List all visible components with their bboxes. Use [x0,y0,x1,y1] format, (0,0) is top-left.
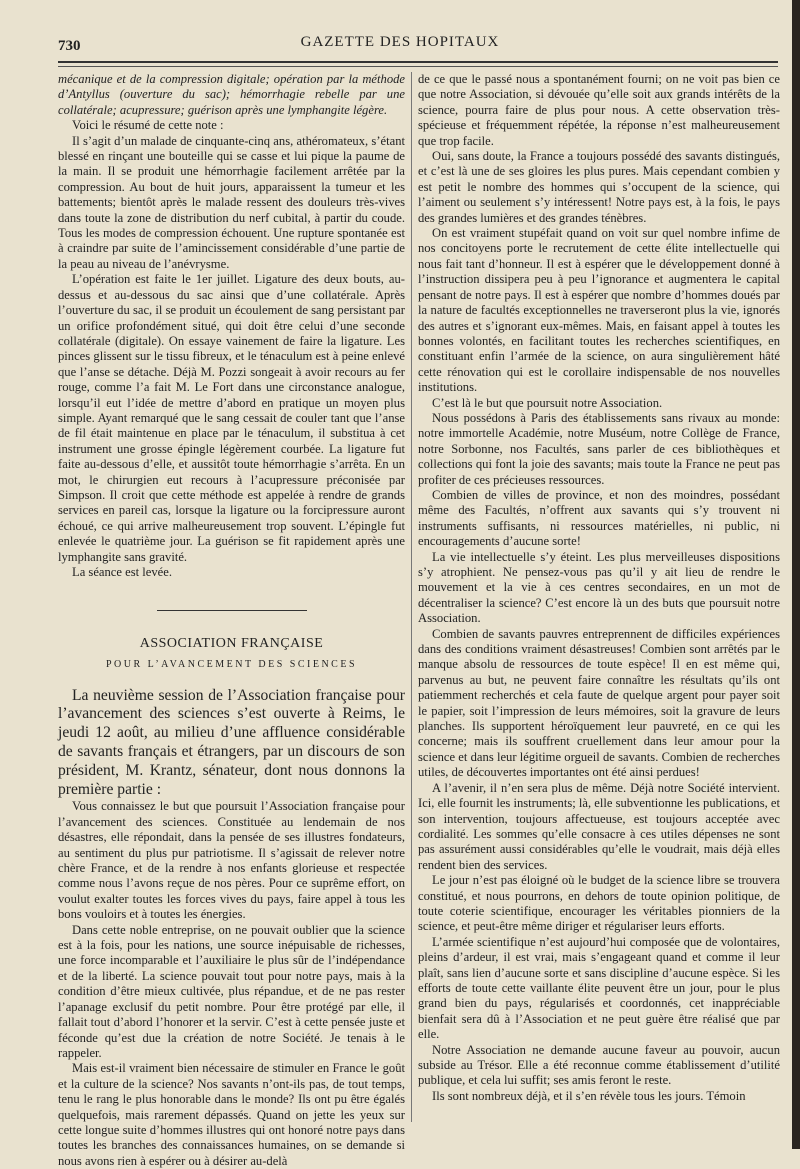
paragraph: Le jour n’est pas éloigné où le budget de la science libre se trouvera constitué, et nous pourrons, en dehors de toute opinion politique, de toute coterie scientifique, encourager les véritables pionniers de la science, et peut-être même diriger et régulariser leurs efforts. [418,873,780,934]
section-separator [58,602,405,617]
paragraph: Dans cette noble entreprise, on ne pouvait oublier que la science est à la fois, pour les nations, une source inépuisable de richesses, une force incomparable et l’auxiliaire le plus sûr de l’indépendance et de la liberté. La science pouvait tout pour notre pays, mais à la condition d’être mieux cultivée, plus répandue, et de ne pas rester l’apanage exclusif du petit nombre. Pour être protégé par elle, il fallait tout d’abord l’honorer et la servir. C’est à cette pensée juste et féconde qu’est due la création de notre Société. Je tenais à le rappeler. [58,922,405,1060]
header-rule-thin [58,66,778,67]
paragraph: Notre Association ne demande aucune faveur au pouvoir, aucun subside au Trésor. Elle a été reconnue comme établissement d’utilité publique, et cela lui suffit; ses amis feront le reste. [418,1042,780,1088]
left-column [58,72,405,1169]
lead-paragraph: La neuvième session de l’Association française pour l’avancement des sciences s’est ouverte à Reims, le jeudi 12 août, au milieu d’une affluence considérable de savants français et étrangers, par un discours de son président, M. Krantz, sénateur, dont nous donnons la première partie : [58,686,405,798]
paragraph: Nous possédons à Paris des établissements sans rivaux au monde: notre immortelle Académie, notre Muséum, notre Collège de France, notre Sorbonne, nos Facultés, sans parler de ces bibliothèques et collections qui font la joie des savants; mais toute la France ne peut pas profiter de ces précieuses ressources. [418,410,780,487]
paragraph: Vous connaissez le but que poursuit l’Association française pour l’avancement des sciences. Constituée au lendemain de nos désastres, elle répondait, dans la pensée de ses illustres fondateurs, au sentiment du plus pur patriotisme. Il s’agissait de relever notre chère France, et de la rendre à nos enfants glorieuse et respectée comme nous l’avons reçue de nos pères. Pour ce suprême effort, on voulut exalter toutes les forces vives du pays, faire appel à tous les bons vouloirs et à toutes les énergies. [58,799,405,922]
paragraph: Mais est-il vraiment bien nécessaire de stimuler en France le goût et la culture de la science? Nos savants n’ont-ils pas, de tout temps, tenu le rang le plus honorable dans le monde? Ils ont pu être égalés quelquefois, mais rarement dépassés. Quand on jette les yeux sur cette longue suite d’hommes illustres qui ont honoré notre pays dans toutes les branches des connaissances humaines, on se demande si nous avons rien à espérer ou à désirer au-delà [58,1061,405,1168]
case-summary-heading: mécanique et de la compression digitale; opération par la méthode d’Antyllus (ouverture du sac); hémorrhagie rebelle par une collatérale; acupressure; guérison après une lymphangite légère. [58,72,405,117]
section-subtitle: POUR L’AVANCEMENT DES SCIENCES [105,659,358,671]
paragraph: On est vraiment stupéfait quand on voit sur quel nombre infime de nos concitoyens porte le recrutement de cette élite intellectuelle qui nous fait tant d’honneur. Il est à espérer que le développement donné à l’instruction dissipera peu à peu l’ignorance et augmentera le capital pensant de notre pays. Il est à espérer que nombre d’hommes doués par la nature de facultés exceptionnelles ne traverseront plus la vie, ignorés des autres et s’ignorant eux-mêmes. Mais, en faisant appel à toutes les bonnes volontés, en facilitant toutes les recherches scientifiques, en constituant enfin l’armée de la science, on aura singulièrement hâté cette rénovation qui est le corollaire indispensable de nos nouvelles institutions. [418,226,780,395]
paragraph: Il s’agit d’un malade de cinquante-cinq ans, athéromateux, s’étant blessé en rinçant une bouteille qui se casse et lui pique la paume de la main. Il se produit une hémorrhagie facilement arrêtée par la compression. Au bout de huit jours, apparaissent la tumeur et les battements; bientôt après le malade ressent des douleurs très-vives dans toute la zone de distribution du nerf cubital, à partir du coude. Tous les modes de compression échouent. Une rupture spontanée est à craindre par suite de l’amincissement considérable d’une partie de la peau au niveau de l’anévrysme. [58,133,405,271]
paragraph: Oui, sans doute, la France a toujours possédé des savants distingués, et c’est là une de ses gloires les plus pures. Mais cependant combien y est petit le nombre des hommes qui s’occupent de la science, qui l’aiment ou seulement s’y intéressent! Notre pays est, à la fois, le pays des grandes lumières et des grandes ténèbres. [418,149,780,225]
column-divider [411,72,412,1122]
paragraph: L’armée scientifique n’est aujourd’hui composée que de volontaires, pleins d’ardeur, il est vrai, mais s’engageant quand et comme il leur plaît, sans lien d’aucune sorte et sans discipline d’aucune espèce. Si les efforts de toute cette vaillante élite peuvent être un jour, pour le plus grand bien du pays, régularisés et coordonnés, cet inappréciable bienfait sera dû à l’Association et ne peut guère être réalisé que par elle. [418,934,780,1042]
running-title: GAZETTE DES HOPITAUX [300,34,500,50]
paragraph: L’opération est faite le 1er juillet. Ligature des deux bouts, au-dessus et au-dessous du sac ainsi que d’une collatérale. Après l’ouverture du sac, il se produit un écoulement de sang persistant par un orifice profondément situé, qui doit être celui d’une seconde collatérale (digitale). On essaye vainement de faire la ligature. Les pinces glissent sur le tissu fibreux, et le ténaculum est à peine enlevé que l’anse se détache. Déjà M. Pozzi songeait à avoir recours au fer rouge, comme l’a fait M. Le Fort dans une circonstance analogue, lorsqu’il eut l’idée de mettre d’abord en pratique un moyen plus simple. Ayant remarqué que le sang cessait de couler tant que l’anse de fil était maintenue en place par le ténaculum, il substitua à cet instrument une grosse épingle légèrement courbée. La ligature fut faite au-dessous d’elle, et aussitôt toute hémorrhagie s’arrêta. En un mot, le chirurgien eut recours à l’acupressure préconisée par Simpson. Il croit que cette méthode est appelée à rendre de grands services en pareil cas, lorsque la ligature ou la forcipressure auront échoué, ce qui arrive malheureusement trop souvent. L’épingle fut enlevée le quatrième jour. La guérison se fit rapidement après une lymphangite sans gravité. [58,272,405,564]
paragraph: Voici le résumé de cette note : [72,118,224,133]
paragraph: A l’avenir, il n’en sera plus de même. Déjà notre Société intervient. Ici, elle fournit les instruments; là, elle subventionne les publications, et son intervention, toujours affectueuse, est toujours acceptée avec cordialité. Les sommes qu’elle consacre à ces utiles dépenses ne sont pas assurément aussi considérables qu’elle le voudrait, mais déjà elles rendent bien des services. [418,780,780,872]
paragraph: Combien de villes de province, et non des moindres, possédant même des Facultés, n’offrent aux savants qui s’y trouvent ni instruments suffisants, ni ressources matérielles, ni public, ni encouragements d’aucune sorte! [418,487,780,549]
paragraph: C’est là le but que poursuit notre Association. [432,395,663,410]
paragraph: Ils sont nombreux déjà, et il s’en révèle tous les jours. Témoin [432,1088,746,1103]
page-binding-edge [792,0,800,1149]
paragraph: Combien de savants pauvres entreprennent de difficiles expériences dans des conditions vraiment désastreuses! Combien sont arrêtés par le manque absolu de ressources de toute espèce! Il en est même qui, parvenus au but, ne peuvent faire connaître les résultats qu’ils ont patiemment recherchés et cela faute de quelque argent pour payer soit le papier, soit l’impression de leurs mémoires, soit la gravure de leurs planches. Ils supportent héroïquement leur pauvreté, en ce qui les concerne; mais ils souffrent cruellement dans leur amour pour la science et dans leur légitime orgueil de savants. Combien de recherches utiles, de découvertes importantes ont été ainsi perdues! [418,626,780,780]
page-header [0,0,800,64]
header-rule [58,61,778,63]
section-title: ASSOCIATION FRANÇAISE [139,635,324,651]
right-column [418,72,780,1104]
paragraph: La séance est levée. [72,565,172,579]
page-number: 730 [58,38,81,54]
paragraph: de ce que le passé nous a spontanément fourni; on ne voit pas bien ce que notre Association, si dévouée qu’elle soit aux grands intérêts de la science, pourra faire de plus pour nous. A cette observation très-spécieuse et fréquemment répétée, la réponse n’est malheureusement que trop facile. [418,72,780,148]
paragraph: La vie intellectuelle s’y éteint. Les plus merveilleuses dispositions s’y atrophient. Ne pensez-vous pas qu’il y ait lieu de rendre le mouvement et la vie à ces centres secondaires, en un mot de décentraliser la science? C’est encore là un des buts que poursuit notre Association. [418,549,780,626]
